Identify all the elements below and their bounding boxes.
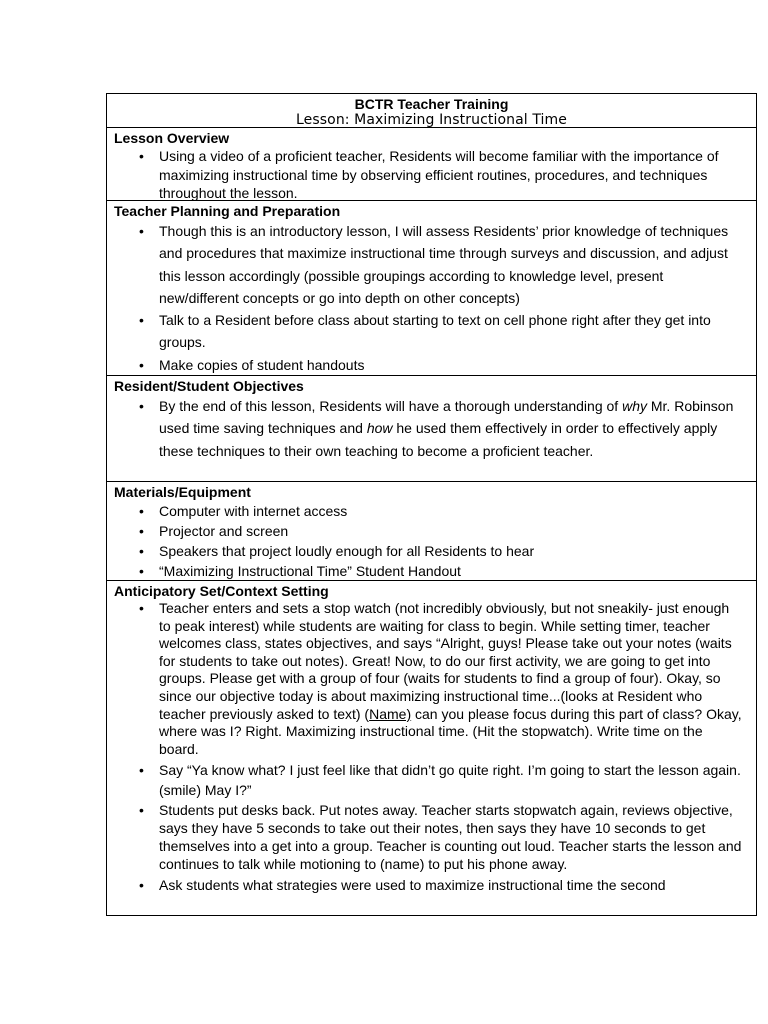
bullet-list [114,600,750,894]
section-materials [107,482,756,581]
lesson-title: Lesson: Maximizing Instructional Time [296,112,567,128]
list-item [114,309,750,354]
bullet-icon: • [139,600,144,616]
list-item-text: “Maximizing Instructional Time” Student Handout [159,563,461,579]
bullet-icon: • [139,398,144,414]
list-item-text: can you please focus during this part of class? Okay, where was I? Right. Maximizing instructional time. (Hit the stopwatch). Write time on the board. [159,705,742,757]
document-title: BCTR Teacher Training [354,96,509,112]
list-item-text: Talk to a Resident before class about starting to text on cell phone right after they get into groups. [159,312,711,351]
emphasis-text: why [622,398,647,414]
list-item-text: Mr. Robinson used time saving techniques and [159,398,734,437]
bullet-icon: • [139,503,144,519]
list-item [114,760,750,800]
section-heading: Teacher Planning and Preparation [114,203,341,219]
emphasis-text: how [366,420,393,437]
list-item [114,147,750,201]
section-anticipatory-set [107,581,756,916]
list-item [114,541,750,561]
section-teacher-planning [107,201,756,376]
section-heading: Anticipatory Set/Context Setting [114,583,329,599]
bullet-icon: • [139,523,144,539]
list-item [114,600,750,758]
bullet-icon: • [139,312,144,329]
bullet-icon: • [139,543,144,559]
list-item-text: By the end of this lesson, Residents will have a thorough understanding of [159,398,623,414]
bullet-icon: • [139,762,144,779]
list-item-text: Though this is an introductory lesson, I will assess Residents’ prior knowledge of techniques and procedures that maximize instructional time through surveys and discussion, and adjust this lesson accordingly (possible groupings according to knowledge level, present new/different concepts or go into depth on other concepts) [159,223,729,306]
list-item-text: Students put desks back. Put notes away. Teacher starts stopwatch again, reviews objective, says they have 5 seconds to take out their notes, then says they have 10 seconds to get themselves into a get into a group. Teacher is counting out loud. Teacher starts the lesson and continues to talk while motioning to (name) to put his phone away. [159,802,742,873]
list-item-text: he used them effectively in order to effectively apply these techniques to their own teaching to become a proficient teacher. [159,420,718,459]
section-heading: Materials/Equipment [114,484,251,500]
bullet-icon: • [139,223,144,239]
list-item-text: Projector and screen [159,523,289,539]
list-item-text: Using a video of a proficient teacher, Residents will become familiar with the importance of maximizing instructional time by observing efficient routines, procedures, and techniques throughout the lesson. [159,148,719,201]
bullet-list [114,501,750,581]
underlined-text: Name) [369,705,412,722]
section-objectives [107,376,756,482]
list-item [114,876,750,894]
list-item [114,395,750,462]
bullet-list [114,147,750,201]
lesson-plan-table [106,93,757,916]
title-row [107,94,756,128]
bullet-list [114,220,750,376]
list-item [114,521,750,541]
list-item-text: Speakers that project loudly enough for all Residents to hear [159,543,535,559]
list-item [114,220,750,309]
list-item-text: Make copies of student handouts [159,356,365,373]
bullet-icon: • [139,877,144,894]
bullet-icon: • [139,563,144,579]
list-item [114,354,750,376]
list-item-text: Say “Ya know what? I just feel like that didn’t go quite right. I’m going to start the lesson again. (smile) May I?” [159,762,741,799]
bullet-icon: • [139,148,144,164]
list-item [114,801,750,873]
list-item-text: Ask students what strategies were used to maximize instructional time the second [159,877,666,894]
list-item-text: Computer with internet access [159,503,348,519]
list-item [114,501,750,521]
bullet-icon: • [139,356,144,373]
bullet-list [114,395,750,462]
list-item-text: Teacher enters and sets a stop watch (not incredibly obviously, but not sneakily- just enough to peak interest) while students are waiting for class to begin. While setting timer, teacher welcomes class, states objectives, and says “Alright, guys! Please take out your notes (waits for students to take out notes). Great! Now, to do our first activity, we are going to get into groups. Please get with a group of four (waits for students to find a group of four). Okay, so since our objective today is about maximizing instructional time...(looks at Resident who teacher previously asked to text) ( [159,600,732,722]
section-lesson-overview [107,128,756,201]
bullet-icon: • [139,802,144,819]
section-heading: Resident/Student Objectives [114,378,304,394]
list-item [114,561,750,581]
section-heading: Lesson Overview [114,130,230,146]
